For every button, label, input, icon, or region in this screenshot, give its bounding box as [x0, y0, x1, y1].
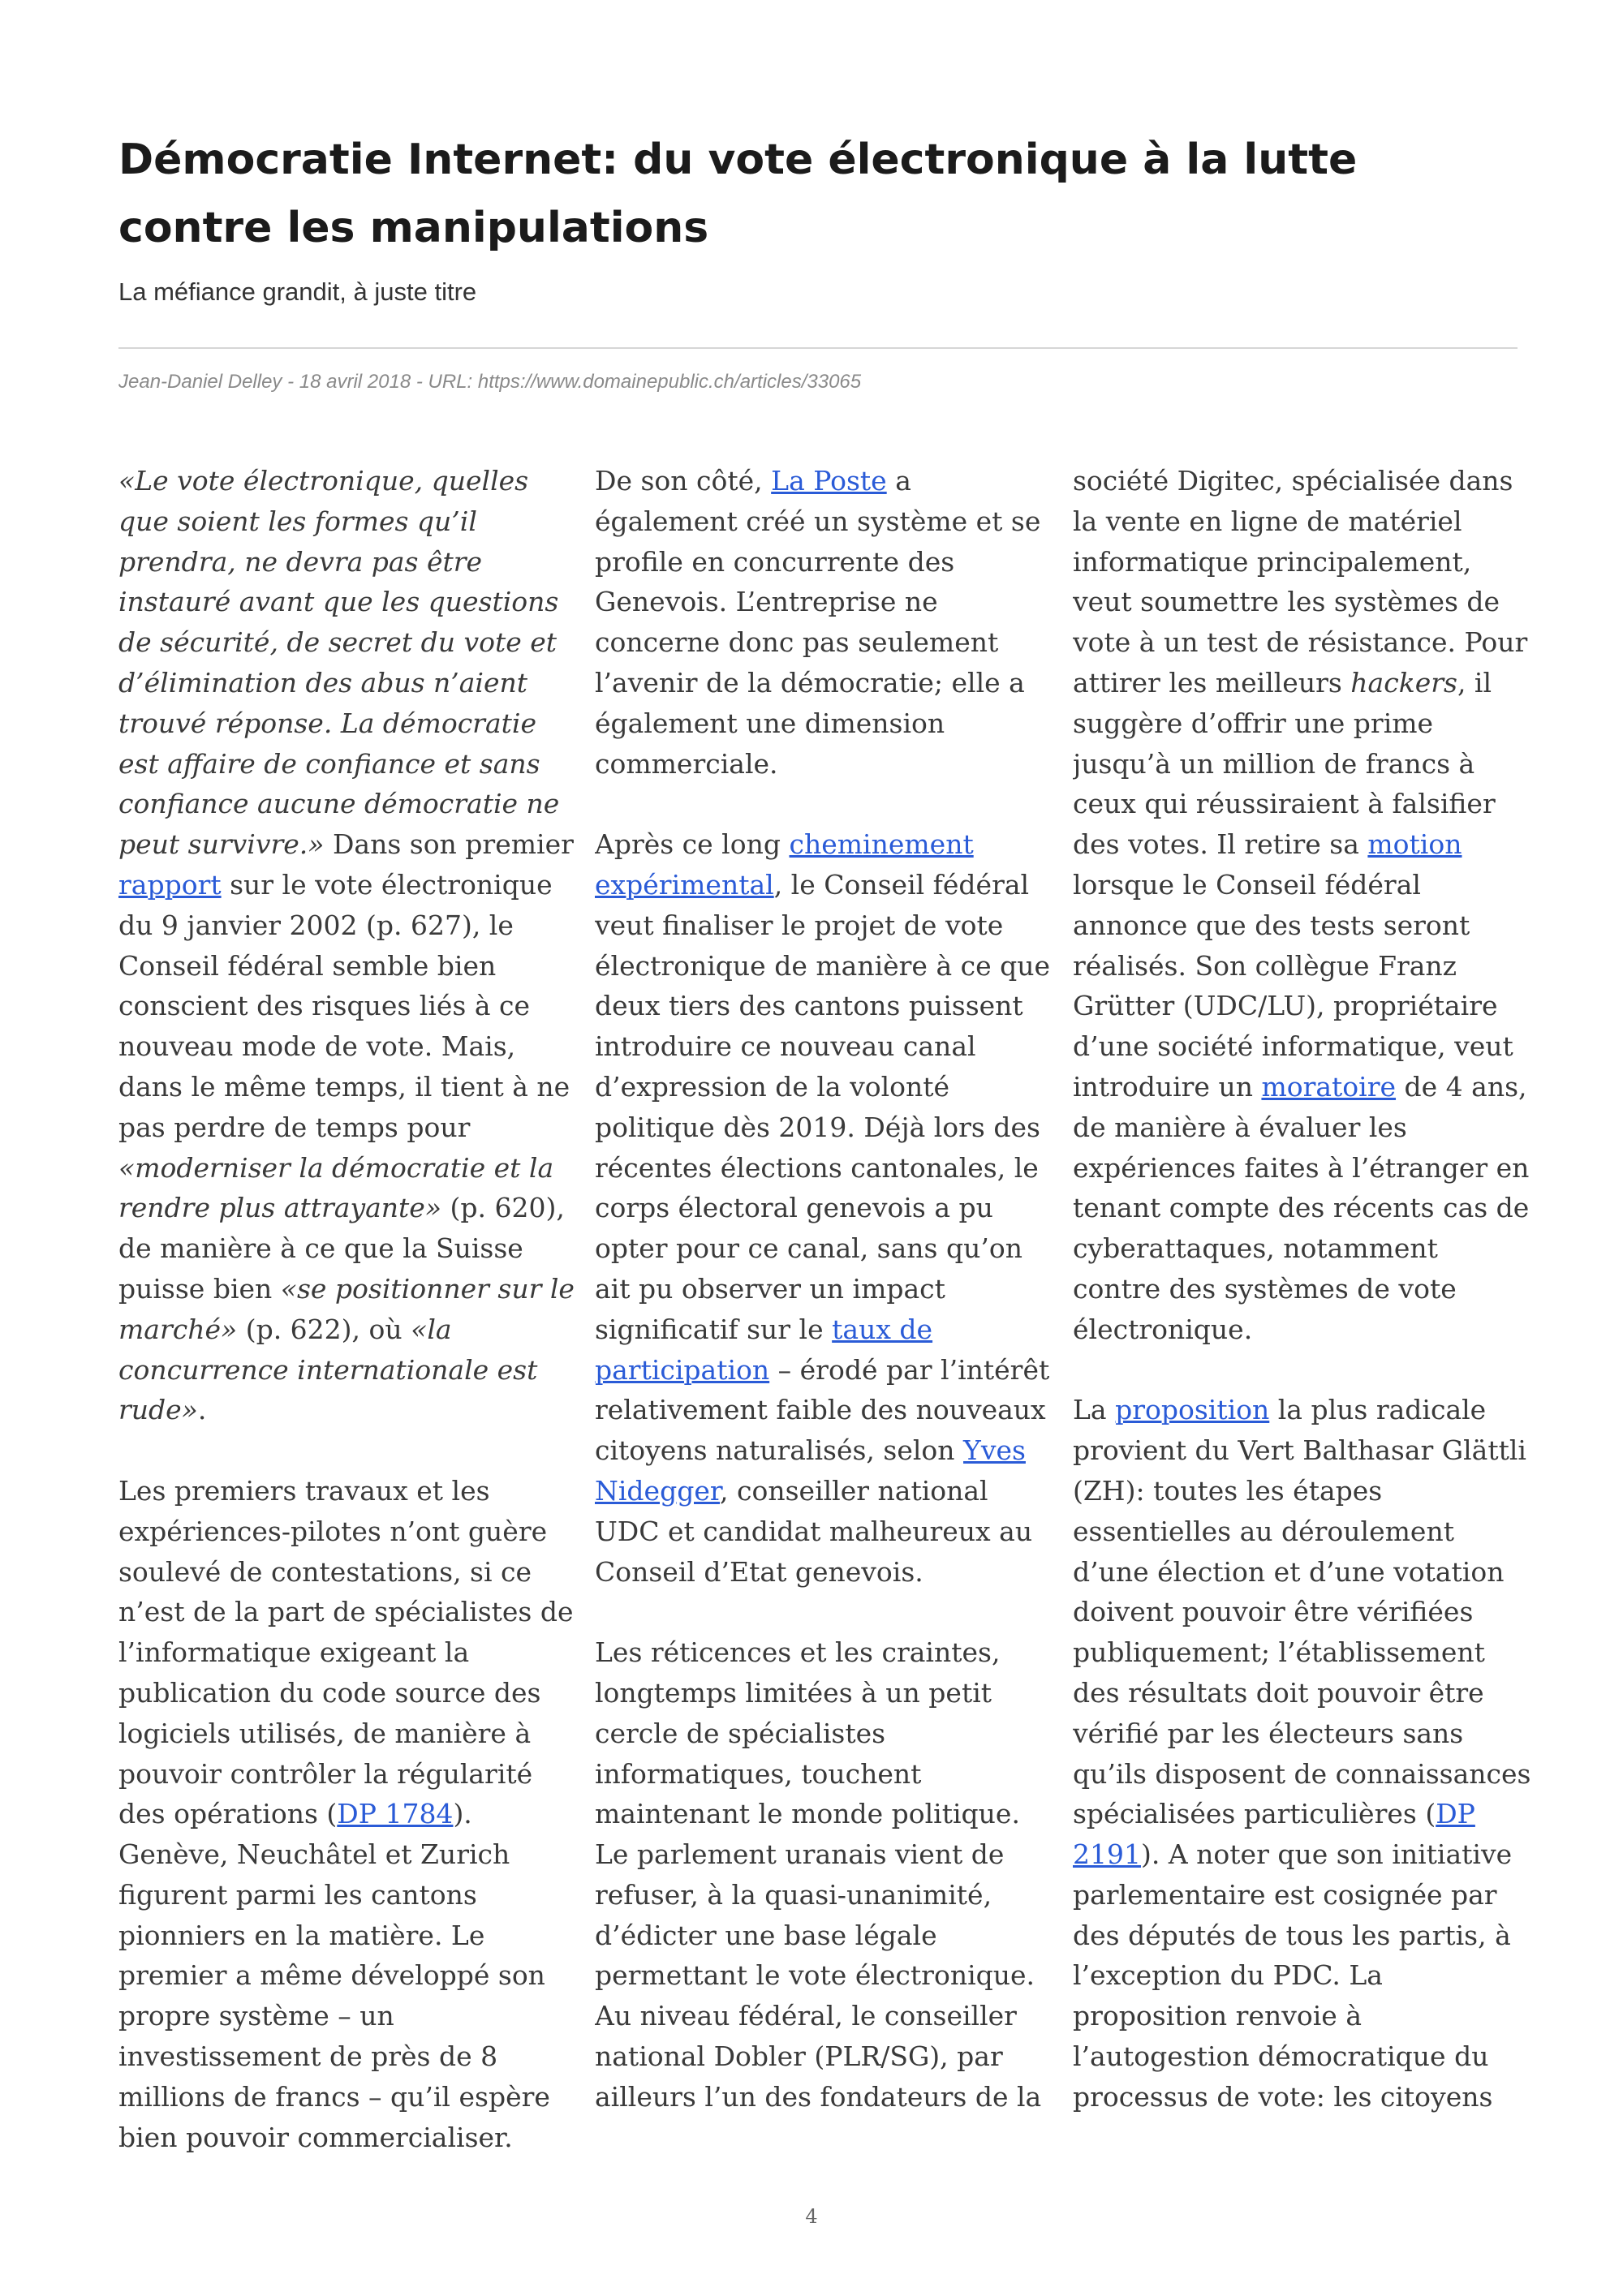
text: , il suggère d’offrir une prime jusqu’à un million de francs à ceux qui réussiraient à falsifier des votes. Il retire sa [1073, 666, 1496, 861]
text: Après ce long [595, 828, 790, 861]
link-proposition[interactable]: proposition [1115, 1394, 1270, 1426]
text: a également créé un système et se profile en concurrente des Genevois. L’entreprise ne concerne donc pas seulement l’avenir de la démocratie; elle a également une dimension commerciale. [595, 465, 1041, 780]
text: De son côté, [595, 465, 772, 497]
quote: «la concurrence internationale est rude» [118, 1313, 538, 1426]
paragraph-1 [118, 461, 577, 1430]
link-motion[interactable]: motion [1367, 828, 1462, 861]
text: La [1073, 1394, 1116, 1426]
text: de 4 ans, de manière à évaluer les expériences faites à l’étranger en tenant compte des récents cas de cyberattaques, notamment contre des systèmes de vote électronique. [1073, 1070, 1530, 1345]
article-meta: Jean-Daniel Delley - 18 avril 2018 - URL: https://www.domainepublic.ch/articles/33065 [118, 371, 862, 393]
paragraph-6 [1073, 461, 1531, 1350]
text: société Digitec, spécialisée dans la vente en ligne de matériel informatique principalement, veut soumettre les systèmes de vote à un test de résistance. Pour attirer les meilleurs [1073, 465, 1528, 699]
quote: «moderniser la démocratie et la rendre plus attrayante» [118, 1151, 554, 1224]
text: Les réticences et les craintes, longtemps limitées à un petit cercle de spécialistes informatiques, touchent maintenant le monde politique. Le parlement uranais vient de refuser, à la quasi-unanimité, d’édicter une base légale permettant le vote électronique. Au niveau fédéral, le conseiller national Dobler (PLR/SG), par ailleurs l’un des fondateurs de la [595, 1636, 1042, 2113]
text: lorsque le Conseil fédéral annonce que des tests seront réalisés. Son collègue Franz Grütter (UDC/LU), propriétaire d’une société informatique, veut introduire un [1073, 868, 1513, 1103]
article-subtitle: La méfiance grandit, à juste titre [118, 277, 477, 306]
paragraph-5 [595, 1632, 1053, 2118]
link-dp-2191[interactable]: DP 2191 [1073, 1798, 1475, 1871]
text: – érodé par l’intérêt relativement faible des nouveaux citoyens naturalisés, selon [595, 1353, 1050, 1467]
text: ). A noter que son initiative parlementaire est cosignée par des députés de tous les partis, à l’exception du PDC. La proposition renvoie à l’autogestion démocratique du processus de vote: les citoyens [1073, 1838, 1513, 2113]
link-moratoire[interactable]: moratoire [1261, 1070, 1397, 1103]
paragraph-4 [595, 824, 1053, 1592]
link-dp-1784[interactable]: DP 1784 [337, 1798, 454, 1830]
text: Dans son premier [324, 828, 574, 861]
quote: «Le vote électronique, quelles que soient les formes qu’il prendra, ne devra pas être instauré avant que les questions de sécurité, de secret du vote et d’élimination des abus n’aient trouvé réponse. La démocratie est affaire de confiance et sans confiance aucune démocratie ne peut survivre.» [118, 465, 560, 861]
link-rapport[interactable]: rapport [118, 868, 222, 901]
paragraph-7 [1073, 1390, 1531, 2117]
text-column-2 [595, 461, 1053, 2197]
text: , le Conseil fédéral veut finaliser le projet de vote électronique de manière à ce que deux tiers des cantons puissent introduire ce nouveau canal d’expression de la volonté politique dès 2019. Déjà lors des récentes élections cantonales, le corps électoral genevois a pu opter pour ce canal, sans qu’on ait pu observer un impact significatif sur le [595, 868, 1051, 1345]
link-taux-de-participation[interactable]: taux de participation [595, 1313, 933, 1386]
text: la plus radicale provient du Vert Balthasar Glättli (ZH): toutes les étapes essentielles au déroulement d’une élection et d’une votation doivent pouvoir être vérifiées publiquement; l’établissement des résultats doit pouvoir être vérifié par les électeurs sans qu’ils disposent de connaissances spécialisées particulières ( [1073, 1394, 1531, 1830]
paragraph-3 [595, 461, 1053, 784]
link-cheminement-experimental[interactable]: cheminement expérimental [595, 828, 974, 901]
page-number: 4 [805, 2205, 818, 2228]
link-la-poste[interactable]: La Poste [771, 465, 887, 497]
text: ). Genève, Neuchâtel et Zurich figurent parmi les cantons pionniers en la matière. Le premier a même développé son propre système – un investissement de près de 8 millions de francs – qu’il espère bien pouvoir commercialiser. [118, 1798, 550, 2153]
header-divider [118, 347, 1518, 349]
text: , conseiller national UDC et candidat malheureux au Conseil d’Etat genevois. [595, 1474, 1033, 1588]
paragraph-2 [118, 1471, 577, 2158]
quote: «se positionner sur le marché» [118, 1272, 575, 1345]
article-title: Démocratie Internet: du vote électronique à la lutte contre les manipulations [118, 135, 1358, 252]
text: (p. 620), de manière à ce que la Suisse puisse bien [118, 1192, 565, 1305]
text-column-3 [1073, 461, 1531, 2197]
text: . [197, 1394, 207, 1426]
text-column-1 [118, 461, 577, 2197]
text: sur le vote électronique du 9 janvier 2002 (p. 627), le Conseil fédéral semble bien conscient des risques liés à ce nouveau mode de vote. Mais, dans le même temps, il tient à ne pas perdre de temps pour [118, 868, 570, 1143]
link-yves-nidegger[interactable]: Yves Nidegger [595, 1434, 1026, 1507]
text: (p. 622), où [237, 1313, 411, 1345]
text: Les premiers travaux et les expériences-pilotes n’ont guère soulevé de contestations, si ce n’est de la part de spécialistes de l’informatique exigeant la publication du code source des logiciels utilisés, de manière à pouvoir contrôler la régularité des opérations ( [118, 1474, 574, 1830]
emphasis: hackers [1350, 666, 1457, 699]
